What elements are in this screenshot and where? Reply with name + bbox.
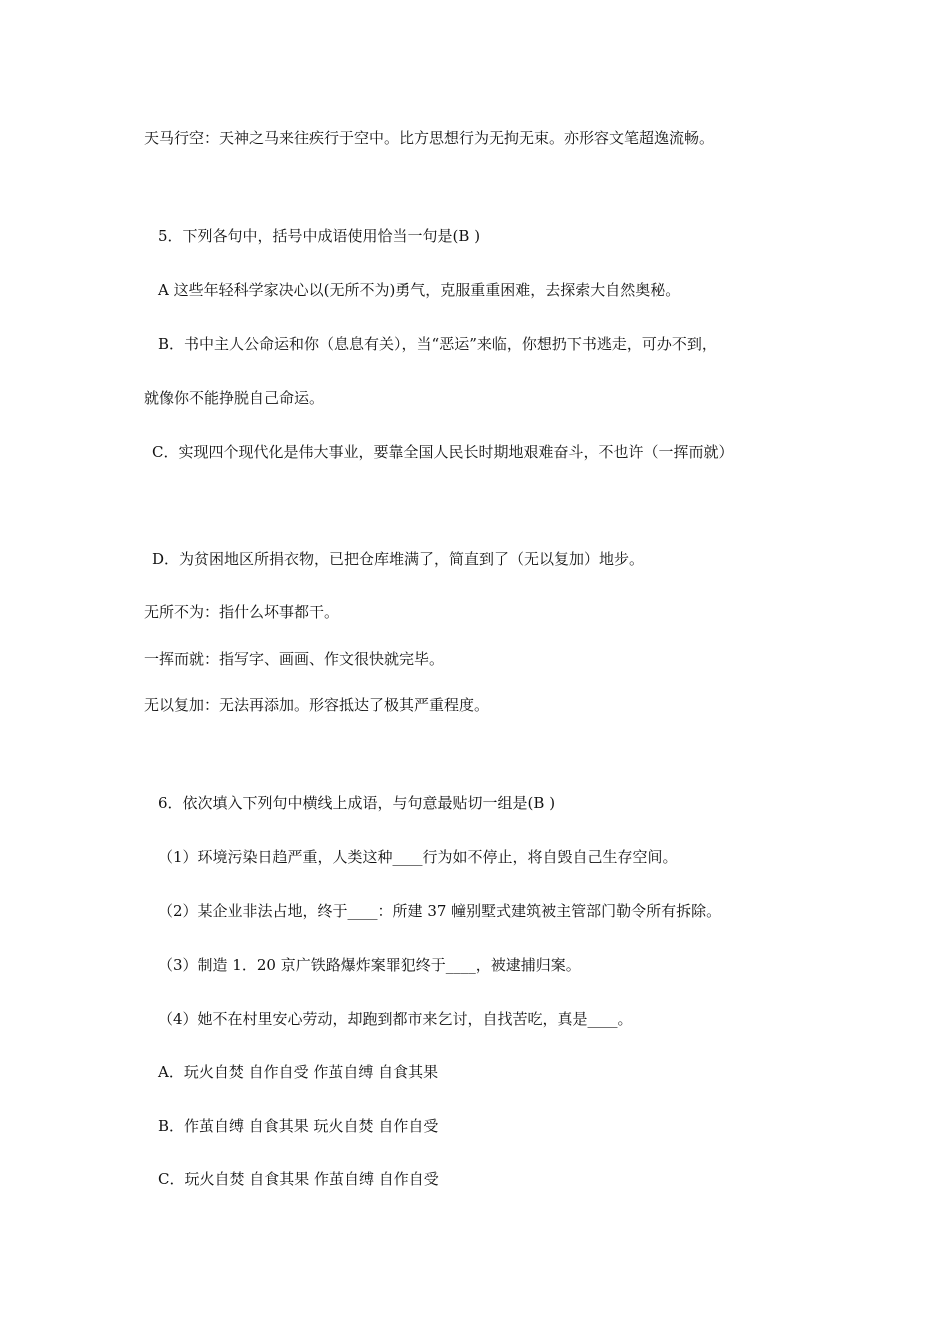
question-6-sentence-2: （2）某企业非法占地，终于____：所建 37 幢别墅式建筑被主管部门勒令所有拆除。	[158, 902, 722, 920]
question-6-option-c: C．玩火自焚 自食其果 作茧自缚 自作自受	[158, 1170, 439, 1188]
question-6-sentence-4: （4）她不在村里安心劳动，却跑到都市来乞讨，自找苦吃，真是____。	[158, 1010, 633, 1028]
question-6-sentence-1: （1）环境污染日趋严重，人类这种____行为如不停止，将自毁自己生存空间。	[158, 848, 678, 866]
question-5-option-a: A 这些年轻科学家决心以(无所不为)勇气，克服重重困难，去探索大自然奥秘。	[158, 281, 681, 299]
note-wusuobuwei: 无所不为：指什么坏事都干。	[144, 603, 340, 621]
question-5-option-b-cont: 就像你不能挣脱自己命运。	[144, 389, 325, 407]
question-6-option-a: A．玩火自焚 自作自受 作茧自缚 自食其果	[158, 1063, 439, 1081]
question-5-stem: 5．下列各句中，括号中成语使用恰当一句是(B )	[158, 227, 481, 245]
question-5-option-b: B．书中主人公命运和你（息息有关），当“恶运”来临，你想扔下书逃走，可办不到，	[158, 335, 717, 353]
text-line-idiom-tianma: 天马行空：天神之马来往疾行于空中。比方思想行为无拘无束。亦形容文笔超逸流畅。	[144, 129, 715, 147]
note-yihuierjiu: 一挥而就：指写字、画画、作文很快就完毕。	[144, 650, 445, 668]
note-wuyifujia: 无以复加：无法再添加。形容抵达了极其严重程度。	[144, 696, 490, 714]
question-5-option-d: D．为贫困地区所捐衣物，已把仓库堆满了，简直到了（无以复加）地步。	[152, 550, 645, 568]
question-6-sentence-3: （3）制造 1．20 京广铁路爆炸案罪犯终于____，被逮捕归案。	[158, 956, 581, 974]
question-5-option-c: C．实现四个现代化是伟大事业，要靠全国人民长时期地艰难奋斗，不也许（一挥而就）	[152, 443, 734, 461]
question-6-option-b: B．作茧自缚 自食其果 玩火自焚 自作自受	[158, 1117, 439, 1135]
question-6-stem: 6．依次填入下列句中横线上成语，与句意最贴切一组是(B )	[158, 794, 556, 812]
